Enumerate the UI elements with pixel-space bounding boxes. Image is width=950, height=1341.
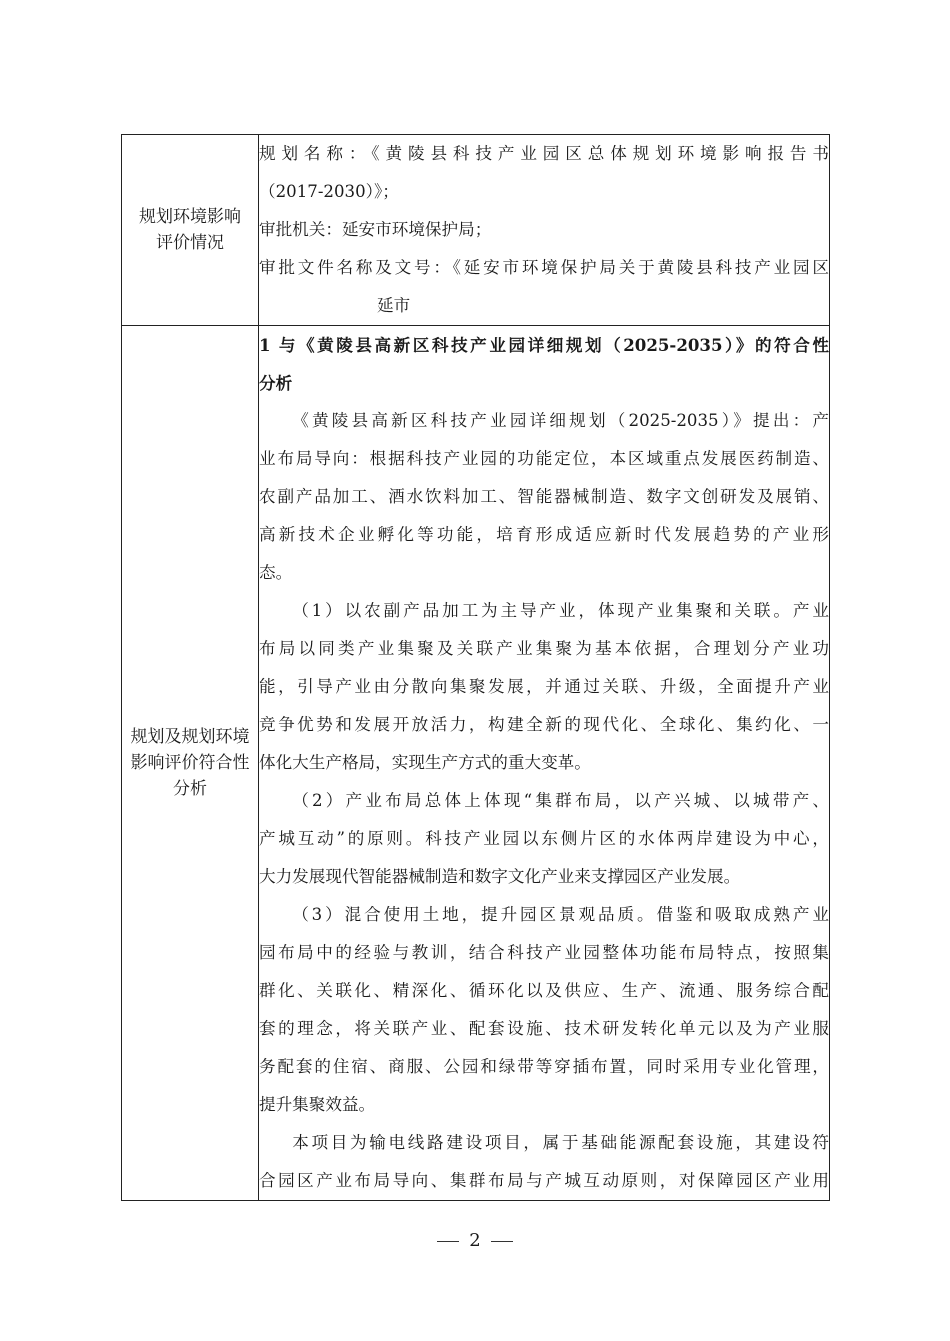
paragraph-line: 产城互动”的原则。科技产业园以东侧片区的水体两岸建设为中心， xyxy=(259,829,829,848)
page-number: 2 xyxy=(469,1230,481,1251)
row-label-planning-eia xyxy=(122,135,259,326)
assessment-table xyxy=(121,134,830,1201)
paragraph-line: 合园区产业布局导向、集群布局与产城互动原则，对保障园区产业用 xyxy=(259,1171,829,1190)
paragraph-line: 竞争优势和发展开放活力，构建全新的现代化、全球化、集约化、一 xyxy=(259,715,829,734)
paragraph-line: 业布局导向：根据科技产业园的功能定位，本区域重点发展医药制造、 xyxy=(259,449,829,468)
label-line: 评价情况 xyxy=(156,233,224,253)
paragraph-line: 本项目为输电线路建设项目，属于基础能源配套设施，其建设符 xyxy=(292,1133,829,1152)
approval-authority-line: 审批机关：延安市环境保护局； xyxy=(259,220,492,239)
paragraph-line: 《黄陵县高新区科技产业园详细规划（2025-2035）》提出：产 xyxy=(292,411,829,430)
paragraph-line: （2）产业布局总体上体现“集群布局，以产兴城、以城带产、 xyxy=(292,791,829,810)
section-heading: 分析 xyxy=(259,373,293,393)
plan-name-line: （2017-2030）》； xyxy=(259,182,399,201)
row-label-conformity-analysis xyxy=(122,326,259,1201)
paragraph-line: 态。 xyxy=(259,563,293,582)
paragraph-line: 提升集聚效益。 xyxy=(259,1095,376,1114)
label-line: 规划及规划环境 xyxy=(130,727,250,747)
approval-document-line: 延市 xyxy=(377,296,411,315)
paragraph-line: 套的理念，将关联产业、配套设施、技术研发转化单元以及为产业服 xyxy=(259,1019,829,1038)
paragraph-line: （3）混合使用土地，提升园区景观品质。借鉴和吸取成熟产业 xyxy=(292,905,829,924)
page-footer xyxy=(0,1230,950,1251)
paragraph-line: 高新技术企业孵化等功能，培育形成适应新时代发展趋势的产业形 xyxy=(259,525,829,544)
paragraph-line: （1）以农副产品加工为主导产业，体现产业集聚和关联。产业 xyxy=(292,601,829,620)
paragraph-line: 大力发展现代智能器械制造和数字文化产业来支撑园区产业发展。 xyxy=(259,867,741,886)
paragraph-line: 群化、关联化、精深化、循环化以及供应、生产、流通、服务综合配 xyxy=(259,981,829,1000)
approval-document-line: 审批文件名称及文号：《延安市环境保护局关于黄陵县科技产业园区 xyxy=(259,258,829,277)
paragraph-line: 园布局中的经验与教训，结合科技产业园整体功能布局特点，按照集 xyxy=(259,943,829,962)
label-line: 影响评价符合性 xyxy=(130,753,250,773)
paragraph-line: 能，引导产业由分散向集聚发展，并通过关联、升级，全面提升产业 xyxy=(259,677,829,696)
row-content-conformity-analysis xyxy=(259,326,830,1201)
plan-name-line: 规划名称：《黄陵县科技产业园区总体规划环境影响报告书 xyxy=(259,144,829,163)
row-content-planning-eia xyxy=(259,135,830,326)
table-row xyxy=(122,135,830,326)
dash-decoration xyxy=(437,1241,459,1242)
paragraph-line: 体化大生产格局，实现生产方式的重大变革。 xyxy=(259,753,591,772)
section-heading: 1 与《黄陵县高新区科技产业园详细规划（2025-2035）》的符合性 xyxy=(259,335,829,355)
paragraph-line: 农副产品加工、酒水饮料加工、智能器械制造、数字文创研发及展销、 xyxy=(259,487,829,506)
dash-decoration xyxy=(491,1241,513,1242)
label-line: 分析 xyxy=(173,779,207,799)
table-row xyxy=(122,326,830,1201)
paragraph-line: 务配套的住宿、商服、公园和绿带等穿插布置，同时采用专业化管理， xyxy=(259,1057,829,1076)
label-line: 规划环境影响 xyxy=(139,207,241,227)
paragraph-line: 布局以同类产业集聚及关联产业集聚为基本依据，合理划分产业功 xyxy=(259,639,829,658)
